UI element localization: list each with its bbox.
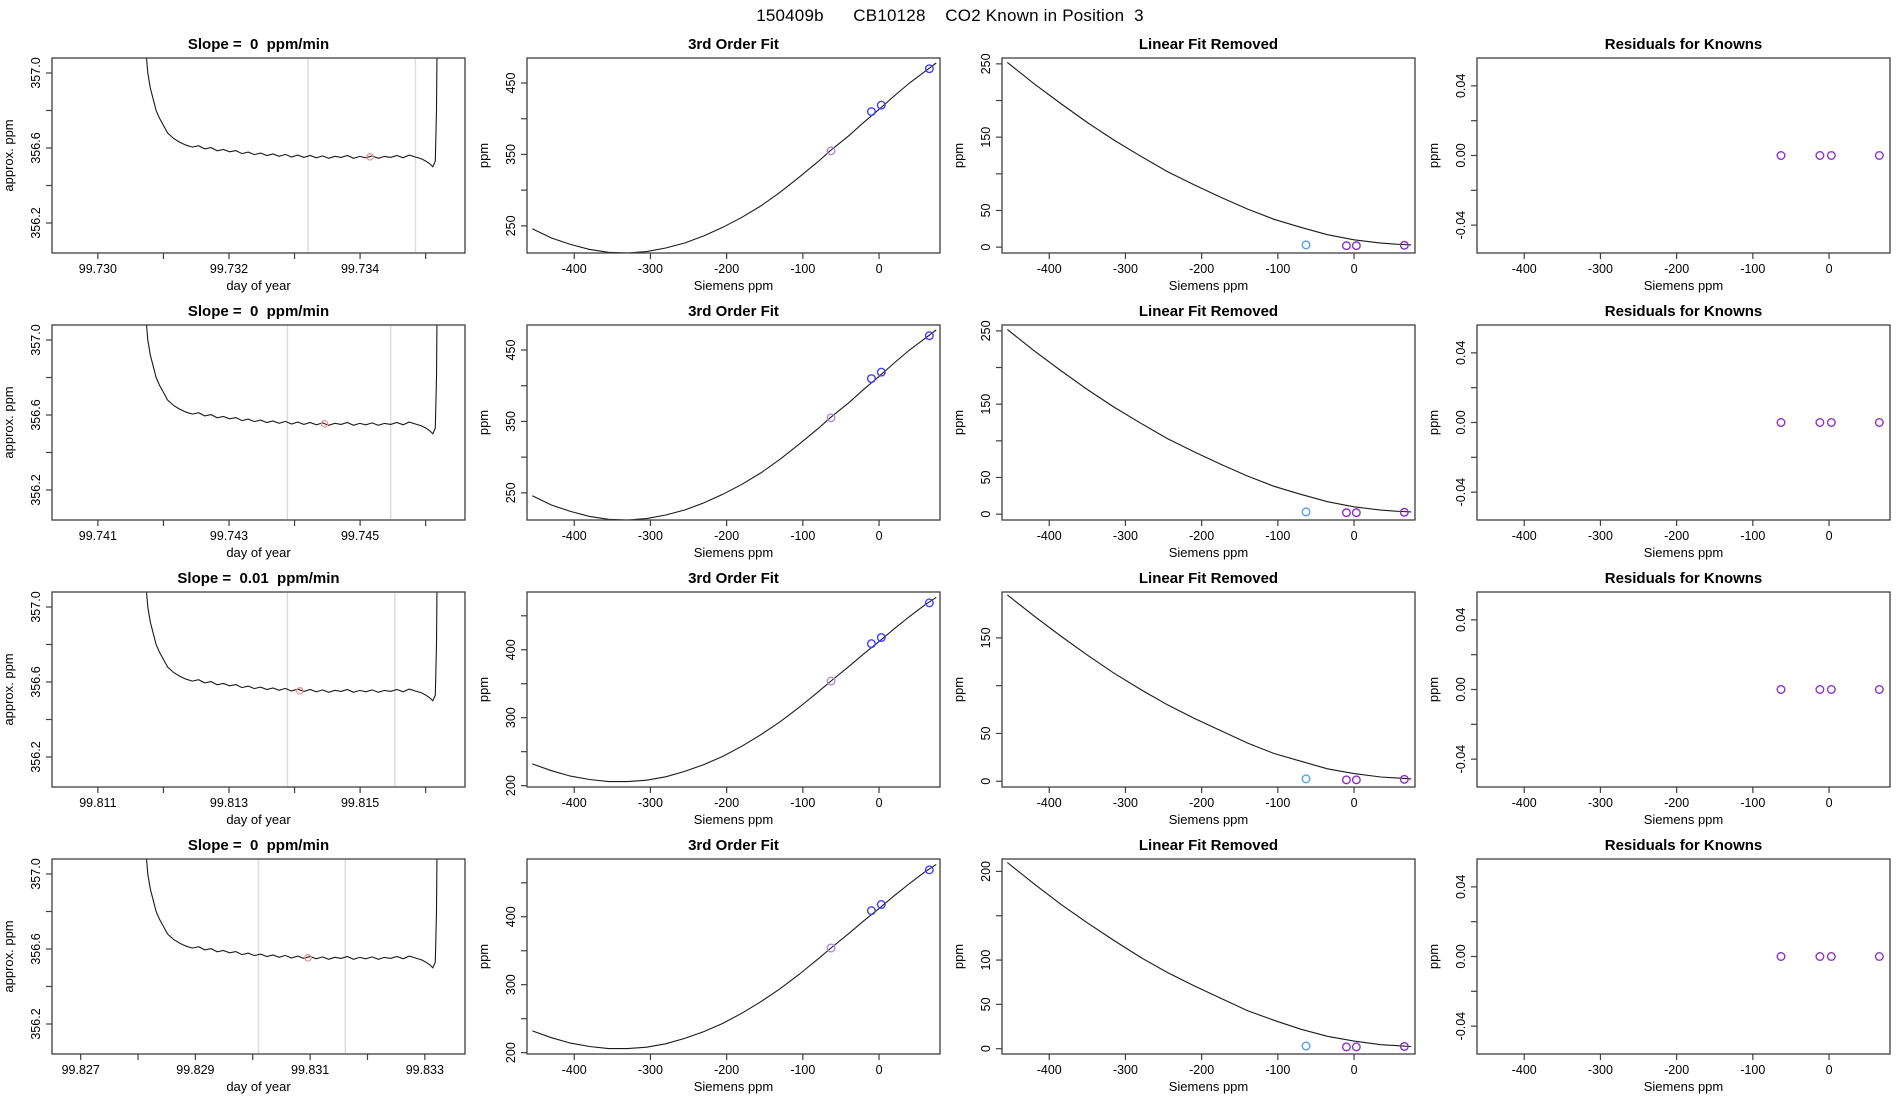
x-axis-label: Siemens ppm xyxy=(1643,1079,1724,1094)
y-tick-label: 0 xyxy=(979,777,993,785)
x-tick-label: -300 xyxy=(1587,529,1613,543)
known-gas-point xyxy=(868,108,876,116)
x-tick-label: -200 xyxy=(714,529,740,543)
x-tick-label: -400 xyxy=(1036,262,1062,276)
panel-title: Slope = 0 ppm/min xyxy=(187,303,330,320)
y-tick-label: 250 xyxy=(979,53,993,75)
plot-grid xyxy=(0,32,1900,1100)
y-axis-label: ppm xyxy=(951,142,966,169)
known-gas-point xyxy=(1876,419,1884,427)
known-gas-point xyxy=(926,866,934,874)
x-tick-label: -400 xyxy=(1511,529,1537,543)
y-tick-label: 400 xyxy=(504,639,518,661)
panel-row2-residuals xyxy=(1425,299,1900,566)
x-tick-label: 99.811 xyxy=(79,796,117,810)
x-tick-label: -400 xyxy=(1036,796,1062,810)
y-tick-label: 357.0 xyxy=(29,591,43,623)
x-tick-label: 99.734 xyxy=(340,262,380,276)
y-tick-label: 357.0 xyxy=(29,57,43,89)
plot-box xyxy=(1002,325,1415,520)
y-tick-label: 300 xyxy=(504,707,518,729)
x-axis-label: day of year xyxy=(226,545,291,560)
x-tick-label: -200 xyxy=(1189,529,1215,543)
y-tick-label: 450 xyxy=(504,339,518,361)
x-axis-label: Siemens ppm xyxy=(1168,545,1249,560)
x-tick-label: -300 xyxy=(1587,796,1613,810)
y-tick-label: 357.0 xyxy=(29,858,43,890)
known-gas-point xyxy=(1302,1042,1310,1050)
x-tick-label: 0 xyxy=(1825,796,1833,810)
y-tick-label: 150 xyxy=(979,393,993,415)
y-axis-label: ppm xyxy=(1426,943,1441,970)
x-tick-label: -400 xyxy=(1511,796,1537,810)
y-axis-label: ppm xyxy=(1426,142,1441,169)
y-axis-label: ppm xyxy=(476,943,491,970)
panel-title: 3rd Order Fit xyxy=(688,570,779,587)
y-tick-label: 356.6 xyxy=(29,666,43,698)
x-tick-label: -400 xyxy=(1036,529,1062,543)
x-tick-label: -200 xyxy=(1189,262,1215,276)
panel-row4-linear xyxy=(950,833,1425,1100)
y-tick-label: 356.6 xyxy=(29,399,43,431)
y-tick-label: -0.04 xyxy=(1454,210,1468,240)
known-gas-point xyxy=(1816,419,1824,427)
x-axis-label: Siemens ppm xyxy=(693,278,774,293)
x-axis-label: Siemens ppm xyxy=(1168,1079,1249,1094)
x-tick-label: -300 xyxy=(1587,262,1613,276)
x-tick-label: -400 xyxy=(1511,1063,1537,1077)
cell-row1-col1 xyxy=(0,32,475,299)
plot-box xyxy=(1002,58,1415,253)
x-tick-label: -300 xyxy=(1112,1063,1138,1077)
panel-row1-slope xyxy=(0,32,475,299)
panel-row4-residuals xyxy=(1425,833,1900,1100)
x-axis-label: Siemens ppm xyxy=(1643,812,1724,827)
y-tick-label: 0.00 xyxy=(1454,410,1468,435)
y-axis-label: approx. ppm xyxy=(1,920,16,993)
y-tick-label: 356.2 xyxy=(29,741,43,773)
x-axis-label: Siemens ppm xyxy=(1643,545,1724,560)
fit-curve xyxy=(532,597,936,781)
x-tick-label: 99.827 xyxy=(61,1063,100,1077)
known-gas-point xyxy=(1343,1043,1351,1051)
known-gas-point xyxy=(1828,152,1836,160)
x-tick-label: 99.743 xyxy=(209,529,249,543)
known-gas-point xyxy=(827,147,835,155)
panel-title: Slope = 0 ppm/min xyxy=(187,837,330,854)
y-tick-label: 400 xyxy=(504,906,518,928)
panel-title: Residuals for Knowns xyxy=(1604,570,1763,587)
fit-curve xyxy=(532,864,936,1048)
x-tick-label: -100 xyxy=(1265,1063,1291,1077)
x-tick-label: 0 xyxy=(1825,529,1833,543)
cell-row3-col4 xyxy=(1425,566,1900,833)
x-axis-label: Siemens ppm xyxy=(1643,278,1724,293)
x-tick-label: -300 xyxy=(1112,796,1138,810)
known-gas-point xyxy=(1401,242,1409,250)
y-tick-label: 200 xyxy=(979,860,993,882)
plot-box xyxy=(52,58,465,253)
panel-row1-fit xyxy=(475,32,950,299)
y-tick-label: 200 xyxy=(504,1042,518,1064)
x-tick-label: -400 xyxy=(1036,1063,1062,1077)
y-tick-label: 150 xyxy=(979,126,993,148)
panel-row1-linear xyxy=(950,32,1425,299)
plot-box xyxy=(1002,859,1415,1054)
panel-title: Linear Fit Removed xyxy=(1138,303,1279,320)
y-tick-label: 356.2 xyxy=(29,207,43,239)
cell-row4-col1 xyxy=(0,833,475,1100)
x-tick-label: -200 xyxy=(714,262,740,276)
panel-title: Linear Fit Removed xyxy=(1138,570,1279,587)
x-tick-label: 0 xyxy=(1825,1063,1833,1077)
panel-title: 3rd Order Fit xyxy=(688,303,779,320)
y-axis-label: approx. ppm xyxy=(1,653,16,726)
y-tick-label: 356.6 xyxy=(29,933,43,965)
panel-title: Residuals for Knowns xyxy=(1604,837,1763,854)
y-tick-label: 350 xyxy=(504,410,518,432)
y-tick-label: 0.00 xyxy=(1454,677,1468,702)
y-axis-label: ppm xyxy=(951,676,966,703)
x-axis-label: Siemens ppm xyxy=(1168,812,1249,827)
y-tick-label: 0 xyxy=(979,243,993,251)
fit-curve xyxy=(532,63,936,253)
panel-title: Linear Fit Removed xyxy=(1138,837,1279,854)
linear-curve xyxy=(1007,62,1411,245)
known-gas-point xyxy=(1816,953,1824,961)
panel-row2-fit xyxy=(475,299,950,566)
x-axis-label: day of year xyxy=(226,812,291,827)
x-tick-label: 0 xyxy=(1350,529,1358,543)
x-tick-label: -100 xyxy=(790,262,816,276)
x-tick-label: 0 xyxy=(875,529,883,543)
x-tick-label: -200 xyxy=(1664,1063,1690,1077)
y-tick-label: 356.6 xyxy=(29,132,43,164)
x-tick-label: 99.813 xyxy=(209,796,249,810)
y-axis-label: ppm xyxy=(476,142,491,169)
y-axis-label: approx. ppm xyxy=(1,119,16,192)
y-tick-label: 0 xyxy=(979,510,993,518)
x-axis-label: Siemens ppm xyxy=(1168,278,1249,293)
known-gas-point xyxy=(868,640,876,648)
cell-row4-col3 xyxy=(950,833,1425,1100)
known-gas-point xyxy=(926,599,934,607)
x-tick-label: -100 xyxy=(1265,796,1291,810)
y-tick-label: 100 xyxy=(979,949,993,971)
known-gas-point xyxy=(1302,508,1310,516)
x-tick-label: 0 xyxy=(875,262,883,276)
x-tick-label: -100 xyxy=(1265,529,1291,543)
x-tick-label: 99.833 xyxy=(405,1063,444,1077)
x-tick-label: 0 xyxy=(1350,1063,1358,1077)
y-tick-label: 450 xyxy=(504,72,518,94)
known-gas-point xyxy=(1828,419,1836,427)
known-gas-point xyxy=(1353,509,1361,517)
y-axis-label: ppm xyxy=(1426,409,1441,436)
x-tick-label: -400 xyxy=(561,1063,587,1077)
x-tick-label: -200 xyxy=(1189,796,1215,810)
cell-row2-col4 xyxy=(1425,299,1900,566)
known-gas-point xyxy=(1343,776,1351,784)
plot-box xyxy=(1002,592,1415,787)
x-tick-label: -100 xyxy=(1740,529,1766,543)
y-tick-label: 0 xyxy=(979,1045,993,1053)
cell-row2-col3 xyxy=(950,299,1425,566)
x-axis-label: day of year xyxy=(226,1079,291,1094)
panel-row2-linear xyxy=(950,299,1425,566)
x-tick-label: -100 xyxy=(1740,1063,1766,1077)
known-gas-point xyxy=(1777,953,1785,961)
x-axis-label: Siemens ppm xyxy=(693,812,774,827)
x-tick-label: -300 xyxy=(637,796,663,810)
linear-curve xyxy=(1007,863,1411,1047)
cell-row4-col2 xyxy=(475,833,950,1100)
panel-row2-slope xyxy=(0,299,475,566)
y-axis-label: approx. ppm xyxy=(1,386,16,459)
plot-box xyxy=(527,325,940,520)
y-tick-label: 50 xyxy=(979,203,993,218)
known-gas-point xyxy=(868,375,876,383)
x-tick-label: -100 xyxy=(790,796,816,810)
linear-curve xyxy=(1007,329,1411,512)
panel-title: 3rd Order Fit xyxy=(688,837,779,854)
y-axis-label: ppm xyxy=(951,943,966,970)
x-tick-label: -100 xyxy=(1740,262,1766,276)
y-tick-label: 0.00 xyxy=(1454,944,1468,969)
known-gas-point xyxy=(1353,1043,1361,1051)
plot-box xyxy=(52,592,465,787)
x-tick-label: -200 xyxy=(1664,262,1690,276)
known-gas-point xyxy=(1302,775,1310,783)
y-tick-label: 0.04 xyxy=(1454,607,1468,633)
known-gas-point xyxy=(1876,152,1884,160)
panel-title: 3rd Order Fit xyxy=(688,36,779,53)
panel-title: Slope = 0.01 ppm/min xyxy=(177,570,340,587)
page-title: 150409b CB10128 CO2 Known in Position 3 xyxy=(756,6,1144,25)
x-tick-label: -300 xyxy=(637,529,663,543)
panel-row1-residuals xyxy=(1425,32,1900,299)
x-axis-label: day of year xyxy=(226,278,291,293)
y-tick-label: 50 xyxy=(979,470,993,485)
y-tick-label: -0.04 xyxy=(1454,1011,1468,1041)
x-tick-label: 99.831 xyxy=(291,1063,330,1077)
panel-row3-fit xyxy=(475,566,950,833)
linear-curve xyxy=(1007,595,1411,779)
y-axis-label: ppm xyxy=(476,676,491,703)
known-gas-point xyxy=(1876,686,1884,694)
y-tick-label: 150 xyxy=(979,627,993,649)
x-tick-label: -300 xyxy=(637,1063,663,1077)
y-tick-label: 0.04 xyxy=(1454,874,1468,900)
x-tick-label: -200 xyxy=(714,796,740,810)
y-tick-label: 350 xyxy=(504,143,518,165)
y-tick-label: 300 xyxy=(504,974,518,996)
y-tick-label: 0.04 xyxy=(1454,73,1468,99)
x-tick-label: -400 xyxy=(561,262,587,276)
y-tick-label: 50 xyxy=(979,726,993,741)
y-tick-label: 200 xyxy=(504,775,518,797)
x-tick-label: -100 xyxy=(1740,796,1766,810)
x-tick-label: -100 xyxy=(1265,262,1291,276)
x-tick-label: 99.829 xyxy=(176,1063,215,1077)
cell-row1-col2 xyxy=(475,32,950,299)
known-gas-point xyxy=(827,414,835,422)
x-tick-label: 99.741 xyxy=(78,529,118,543)
y-tick-label: 357.0 xyxy=(29,324,43,356)
panel-row4-slope xyxy=(0,833,475,1100)
known-gas-point xyxy=(1828,686,1836,694)
x-tick-label: -200 xyxy=(1189,1063,1215,1077)
cell-row1-col3 xyxy=(950,32,1425,299)
y-tick-label: 250 xyxy=(504,482,518,504)
cell-row3-col3 xyxy=(950,566,1425,833)
panel-title: Residuals for Knowns xyxy=(1604,36,1763,53)
x-tick-label: 0 xyxy=(875,796,883,810)
known-gas-point xyxy=(1343,509,1351,517)
known-gas-point xyxy=(1353,776,1361,784)
panel-title: Slope = 0 ppm/min xyxy=(187,36,330,53)
panel-row3-linear xyxy=(950,566,1425,833)
x-axis-label: Siemens ppm xyxy=(693,545,774,560)
x-tick-label: -100 xyxy=(790,1063,816,1077)
fit-curve xyxy=(532,330,936,520)
plot-box xyxy=(527,592,940,787)
y-axis-label: ppm xyxy=(951,409,966,436)
x-tick-label: -300 xyxy=(1587,1063,1613,1077)
known-gas-point xyxy=(1816,686,1824,694)
panel-title: Residuals for Knowns xyxy=(1604,303,1763,320)
known-gas-point xyxy=(1401,776,1409,784)
panel-row3-residuals xyxy=(1425,566,1900,833)
y-tick-label: 356.2 xyxy=(29,474,43,506)
y-tick-label: 356.2 xyxy=(29,1008,43,1040)
y-tick-label: 50 xyxy=(979,997,993,1012)
x-tick-label: -200 xyxy=(1664,529,1690,543)
known-gas-point xyxy=(1777,686,1785,694)
x-tick-label: 0 xyxy=(1350,262,1358,276)
x-tick-label: -300 xyxy=(1112,262,1138,276)
known-gas-point xyxy=(868,907,876,915)
known-gas-point xyxy=(1828,953,1836,961)
known-gas-point xyxy=(1876,953,1884,961)
panel-row4-fit xyxy=(475,833,950,1100)
plot-box xyxy=(527,859,940,1054)
x-tick-label: -400 xyxy=(561,796,587,810)
cell-row3-col2 xyxy=(475,566,950,833)
known-gas-point xyxy=(1302,241,1310,249)
x-tick-label: -400 xyxy=(1511,262,1537,276)
x-tick-label: -100 xyxy=(790,529,816,543)
y-tick-label: -0.04 xyxy=(1454,477,1468,507)
x-tick-label: -300 xyxy=(637,262,663,276)
x-tick-label: 0 xyxy=(875,1063,883,1077)
y-axis-label: ppm xyxy=(1426,676,1441,703)
x-tick-label: -200 xyxy=(714,1063,740,1077)
known-gas-point xyxy=(1343,242,1351,250)
x-tick-label: 99.732 xyxy=(209,262,249,276)
x-tick-label: 99.730 xyxy=(78,262,118,276)
x-tick-label: 99.745 xyxy=(340,529,380,543)
cell-row1-col4 xyxy=(1425,32,1900,299)
known-gas-point xyxy=(1401,509,1409,517)
x-tick-label: 99.815 xyxy=(340,796,380,810)
known-gas-point xyxy=(1777,419,1785,427)
cell-row2-col2 xyxy=(475,299,950,566)
cell-row2-col1 xyxy=(0,299,475,566)
x-tick-label: 0 xyxy=(1350,796,1358,810)
y-tick-label: -0.04 xyxy=(1454,744,1468,774)
y-tick-label: 0.00 xyxy=(1454,143,1468,168)
panel-title: Linear Fit Removed xyxy=(1138,36,1279,53)
y-tick-label: 250 xyxy=(504,215,518,237)
cell-row3-col1 xyxy=(0,566,475,833)
plot-box xyxy=(527,58,940,253)
panel-row3-slope xyxy=(0,566,475,833)
x-axis-label: Siemens ppm xyxy=(693,1079,774,1094)
x-tick-label: -200 xyxy=(1664,796,1690,810)
known-gas-point xyxy=(1353,242,1361,250)
known-gas-point xyxy=(1816,152,1824,160)
plot-box xyxy=(52,325,465,520)
y-axis-label: ppm xyxy=(476,409,491,436)
known-gas-point xyxy=(1777,152,1785,160)
cell-row4-col4 xyxy=(1425,833,1900,1100)
x-tick-label: 0 xyxy=(1825,262,1833,276)
x-tick-label: -300 xyxy=(1112,529,1138,543)
y-tick-label: 250 xyxy=(979,320,993,342)
y-tick-label: 0.04 xyxy=(1454,340,1468,366)
x-tick-label: -400 xyxy=(561,529,587,543)
